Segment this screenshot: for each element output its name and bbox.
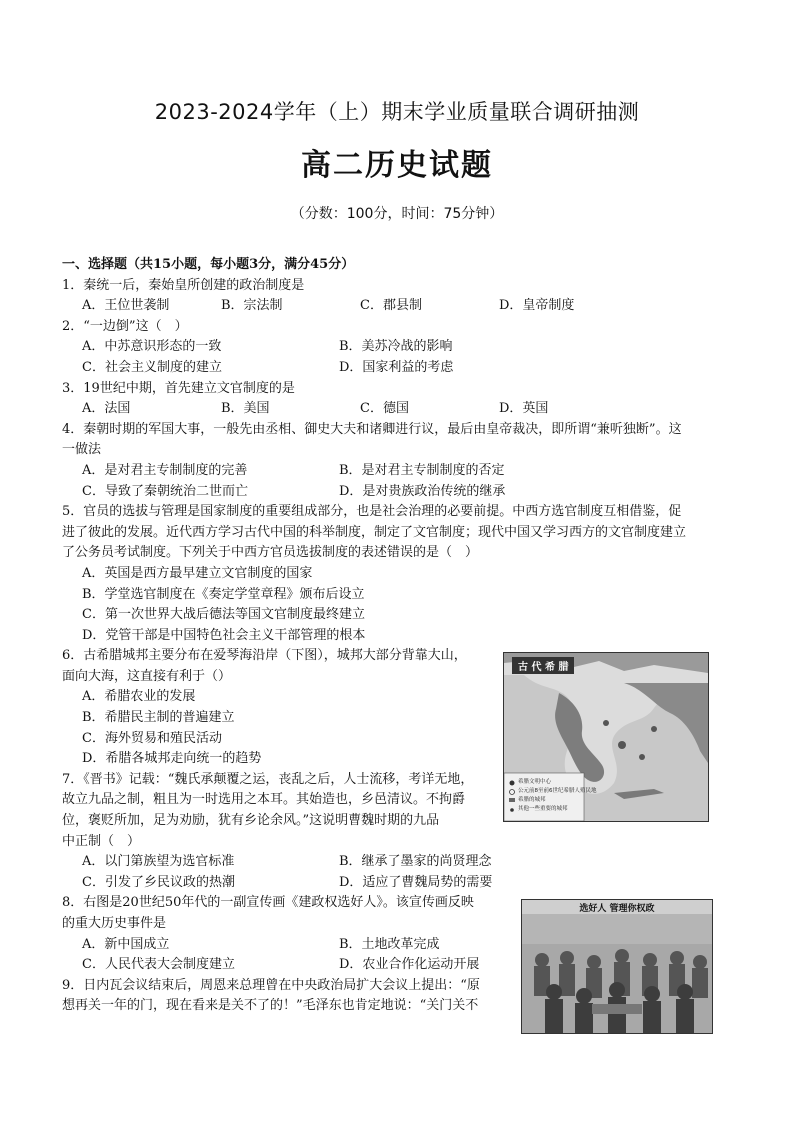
legend-item: 其他一些重要的城邦 [518, 806, 568, 812]
question-3-stem: 3．19世纪中期，首先建立文官制度的是 [62, 380, 295, 396]
option: D．英国 [499, 401, 549, 417]
option: B．宗法制 [221, 298, 283, 314]
option: B．美国 [221, 401, 270, 417]
option: C．德国 [360, 401, 409, 417]
question-2-options-row1 [62, 337, 734, 358]
option: B．希腊民主制的普遍建立 [82, 710, 235, 726]
option: A．希腊农业的发展 [82, 689, 196, 705]
option: A．英国是西方最早建立文官制度的国家 [82, 565, 313, 581]
option: D．国家利益的考虑 [339, 359, 454, 375]
question-9-stem: 9．日内瓦会议结束后，周恩来总理曾在中央政治局扩大会议上提出：“原 [62, 977, 480, 993]
question-5-stem-cont: 进了彼此的发展。近代西方学习古代中国的科举制度，制定了文官制度；现代中国又学习西方的文官制度建立 [62, 524, 687, 540]
option: A．王位世袭制 [82, 298, 170, 314]
question-5-stem: 5．官员的选拔与管理是国家制度的重要组成部分，也是社会治理的必要前提。中西方选官制度互相借鉴，促 [62, 504, 682, 520]
option: B．是对君主专制制度的否定 [339, 462, 505, 478]
option: B．美苏冷战的影响 [339, 339, 453, 355]
poster-banner: 选好人 管理你权政 [579, 904, 655, 914]
question-6-stem-cont: 面向大海，这直接有利于（） [62, 668, 232, 684]
question-4-options-row2 [62, 482, 734, 503]
option: B．学堂选官制度在《奏定学堂章程》颁布后设立 [82, 586, 365, 602]
question-3-options [62, 399, 734, 420]
question-4-options-row1 [62, 461, 734, 482]
greece-map-figure [503, 652, 709, 822]
option: D．皇帝制度 [499, 298, 575, 314]
section-heading: 一、选择题（共15小题，每小题3分，满分45分） [62, 257, 355, 272]
subject-title: 高二历史试题 [301, 148, 493, 183]
exam-title: 2023-2024学年（上）期末学业质量联合调研抽测 [154, 100, 640, 124]
option: D．适应了曹魏局势的需要 [339, 874, 493, 890]
option: C．导致了秦朝统治二世而亡 [82, 483, 248, 499]
legend-item: 希腊文明中心 [518, 779, 552, 785]
option: D．是对贵族政治传统的继承 [339, 483, 506, 499]
score-time: （分数：100分，时间：75分钟） [290, 206, 504, 222]
propaganda-poster-figure [521, 899, 713, 1034]
question-7-options-row1 [62, 852, 734, 873]
option: A．以门第族望为选官标准 [82, 854, 235, 870]
question-7-options-row2 [62, 873, 734, 894]
question-1-options [62, 296, 734, 317]
question-8-stem-cont: 的重大历史事件是 [62, 916, 167, 931]
question-4-stem: 4．秦朝时期的军国大事，一般先由丞相、御史大夫和诸卿进行议，最后由皇帝裁决，即所谓“兼听独断”。这 [62, 421, 682, 437]
option: C．社会主义制度的建立 [82, 359, 222, 375]
option: A．是对君主专制制度的完善 [82, 462, 248, 478]
option: D．希腊各城邦走向统一的趋势 [82, 751, 262, 767]
question-7-stem-cont: 位，褒贬所加，足为劝励，犹有乡论余风。”这说明曹魏时期的九品 [62, 813, 440, 829]
question-7-stem-cont: 故立九品之制，粗且为一时选用之本耳。其始造也，乡邑清议。不拘爵 [62, 792, 466, 808]
option: B．继承了墨家的尚贤理念 [339, 854, 492, 870]
question-1-stem: 1．秦统一后，秦始皇所创建的政治制度是 [62, 277, 305, 293]
question-2-stem: 2．“一边倒”这（ ） [62, 318, 188, 334]
poster-illustration [522, 900, 712, 1033]
option: C．第一次世界大战后德法等国文官制度最终建立 [82, 607, 365, 623]
question-4-stem-cont: 一做法 [62, 442, 102, 458]
map-title: 古 代 希 腊 [512, 657, 574, 674]
question-5-stem-cont: 了公务员考试制度。下列关于中西方官员选拔制度的表述错误的是（ ） [62, 545, 479, 561]
option: C．人民代表大会制度建立 [82, 957, 235, 973]
question-8-stem: 8．右图是20世纪50年代的一副宣传画《建政权选好人》。该宣传画反映 [62, 895, 474, 911]
option: A．新中国成立 [82, 936, 170, 952]
option: D．农业合作化运动开展 [339, 957, 480, 973]
legend-item: 希腊的城邦 [518, 797, 546, 803]
option: C．郡县制 [360, 298, 422, 314]
option: A．中苏意识形态的一致 [82, 339, 222, 355]
question-9-stem-cont: 想再关一年的门，现在看来是关不了的！”毛泽东也肯定地说：“关门关不 [62, 998, 479, 1014]
option: B．土地改革完成 [339, 936, 440, 952]
question-6-stem: 6．古希腊城邦主要分布在爱琴海沿岸（下图），城邦大部分背靠大山， [62, 648, 467, 664]
question-7-stem-cont: 中正制（ ） [62, 833, 141, 849]
option: D．党管干部是中国特色社会主义干部管理的根本 [82, 627, 366, 643]
map-legend [518, 778, 597, 814]
legend-item: 公元前8至前6世纪希腊人殖民地 [518, 788, 597, 794]
option: C．引发了乡民议政的热潮 [82, 874, 235, 890]
question-7-stem: 7．《晋书》记载：“魏氏承颠覆之运，丧乱之后，人士流移，考详无地， [62, 771, 474, 787]
question-2-options-row2 [62, 358, 734, 379]
option: C．海外贸易和殖民活动 [82, 730, 222, 746]
option: A．法国 [82, 401, 131, 417]
